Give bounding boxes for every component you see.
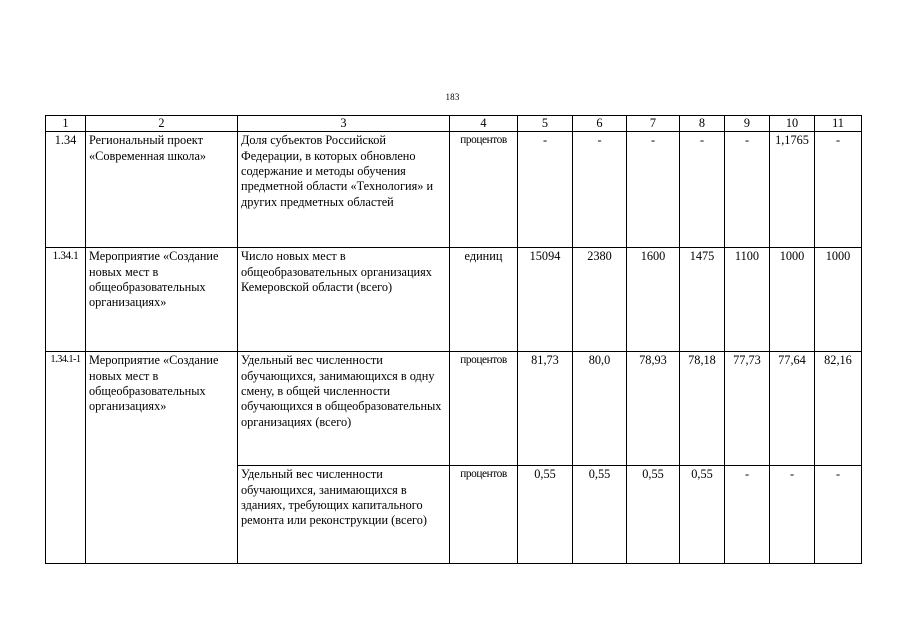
indicator-name: Доля субъектов Российской Федерации, в которых обновлено содержание и методы обучения предметной области «Технология» и других предметных областей — [238, 132, 450, 248]
value-cell: - — [815, 466, 862, 564]
column-header: 1 — [46, 116, 86, 132]
column-header: 5 — [518, 116, 573, 132]
value-cell: 80,0 — [573, 352, 627, 466]
row-number: 1.34.1 — [46, 248, 86, 352]
measure-name: Региональный проект «Современная школа» — [86, 132, 238, 248]
unit: единиц — [450, 248, 518, 352]
value-cell: 77,73 — [725, 352, 770, 466]
value-cell: 2380 — [573, 248, 627, 352]
indicator-name: Удельный вес численности обучающихся, занимающихся в зданиях, требующих капитального ремонта или реконструкции (всего) — [238, 466, 450, 564]
value-cell: 77,64 — [770, 352, 815, 466]
value-cell: 0,55 — [573, 466, 627, 564]
value-cell: - — [815, 132, 862, 248]
row-number: 1.34 — [46, 132, 86, 248]
column-header: 11 — [815, 116, 862, 132]
value-cell: 1000 — [815, 248, 862, 352]
column-header: 7 — [627, 116, 680, 132]
page-number: 183 — [445, 92, 460, 102]
measure-name: Мероприятие «Создание новых мест в общеобразовательных организациях» — [86, 352, 238, 564]
value-cell: 1100 — [725, 248, 770, 352]
value-cell: - — [680, 132, 725, 248]
value-cell: 1000 — [770, 248, 815, 352]
value-cell: 78,18 — [680, 352, 725, 466]
value-cell: - — [725, 132, 770, 248]
value-cell: - — [518, 132, 573, 248]
indicators-table — [45, 115, 862, 564]
value-cell: 82,16 — [815, 352, 862, 466]
value-cell: 1,1765 — [770, 132, 815, 248]
unit: процентов — [450, 352, 518, 466]
column-header: 2 — [86, 116, 238, 132]
value-cell: 0,55 — [518, 466, 573, 564]
table-row — [46, 352, 862, 466]
header-row — [46, 116, 862, 132]
indicator-name: Удельный вес численности обучающихся, занимающихся в одну смену, в общей численности обучающихся в общеобразовательных организациях (всего) — [238, 352, 450, 466]
table-row — [46, 248, 862, 352]
value-cell: 78,93 — [627, 352, 680, 466]
value-cell: 0,55 — [680, 466, 725, 564]
indicator-name: Число новых мест в общеобразовательных организациях Кемеровской области (всего) — [238, 248, 450, 352]
column-header: 3 — [238, 116, 450, 132]
value-cell: - — [770, 466, 815, 564]
value-cell: - — [725, 466, 770, 564]
column-header: 8 — [680, 116, 725, 132]
column-header: 10 — [770, 116, 815, 132]
value-cell: 0,55 — [627, 466, 680, 564]
row-number: 1.34.1-1 — [46, 352, 86, 564]
value-cell: - — [627, 132, 680, 248]
value-cell: 1600 — [627, 248, 680, 352]
measure-name: Мероприятие «Создание новых мест в общеобразовательных организациях» — [86, 248, 238, 352]
value-cell: 15094 — [518, 248, 573, 352]
column-header: 4 — [450, 116, 518, 132]
value-cell: - — [573, 132, 627, 248]
column-header: 9 — [725, 116, 770, 132]
unit: процентов — [450, 132, 518, 248]
table-row — [46, 132, 862, 248]
value-cell: 1475 — [680, 248, 725, 352]
value-cell: 81,73 — [518, 352, 573, 466]
column-header: 6 — [573, 116, 627, 132]
unit: процентов — [450, 466, 518, 564]
